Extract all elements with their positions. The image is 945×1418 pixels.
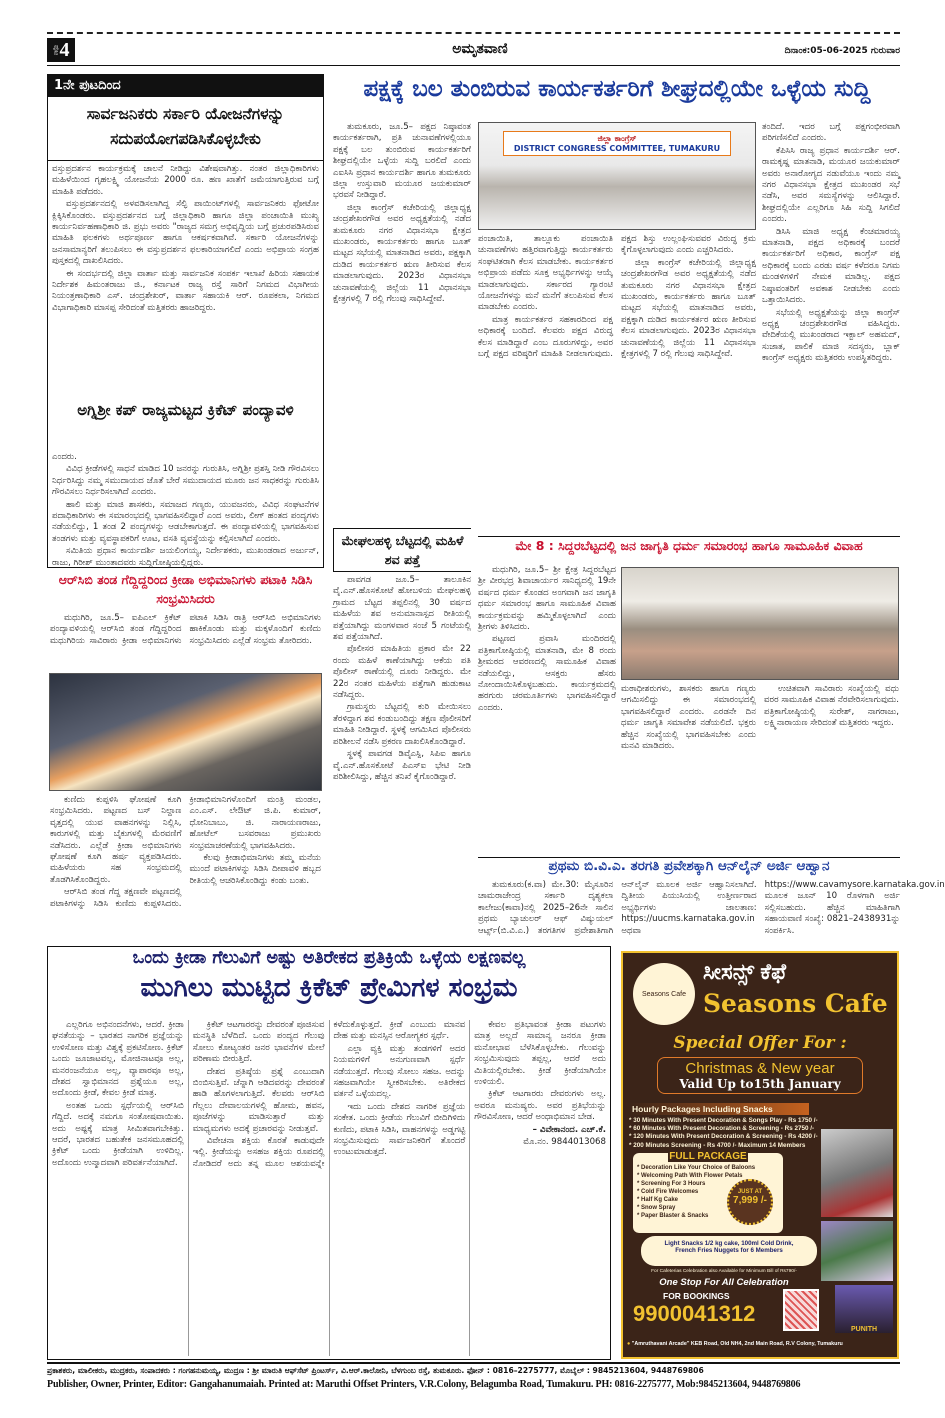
hourly-package: * 120 Minutes With Present Decoration & Screening - Rs 4200 /- <box>629 1133 818 1141</box>
package-item: * Cold Fire Welcomes <box>637 1189 699 1195</box>
logo-text: Seasons Cafe <box>642 990 686 998</box>
article-headline: ಮೇಘಲಹಳ್ಳಿ ಬೆಟ್ಟದಲ್ಲಿ ಮಹಿಳೆ ಶವ ಪತ್ತೆ <box>333 528 471 572</box>
paragraph: ಪಾವಗಡ ಜೂ.5– ತಾಲೂಕಿನ ವೈ.ಎನ್.ಹೊಸಕೋಟೆ ಹೋಬಳಿಯ ಮೇಘಲಹಳ್ಳಿ ಗ್ರಾಮದ ಬೆಟ್ಟದ ತಪ್ಪಲಿನಲ್ಲಿ 30 ವರ್ಷದ ಮಹಿಳೆಯ ಶವ ಅನುಮಾನಾಸ್ಪದ ರೀತಿಯಲ್ಲಿ ಪತ್ತೆಯಾಗಿದ್ದು ಮಂಗಳವಾರ ಸಂಜೆ 5 ಗಂಟೆಯಲ್ಲಿ ಶವ ಪತ್ತೆಯಾಗಿದೆ. <box>333 575 471 643</box>
author-name: – ವಿವೇಕಾನಂದ. ಎಚ್.ಕೆ. <box>532 1124 606 1135</box>
hourly-package: * 60 Minutes With Present Decoration & Screening - Rs 2750 /- <box>629 1125 815 1133</box>
package-item: * Screening For 3 Hours <box>637 1181 706 1187</box>
paragraph: ತುಮಕೂರು(ಕ.ವಾ) ಮೇ.30: ಮೈಸೂರಿನ ಚಾಮರಾಜೇಂದ್ರ ಸರ್ಕಾರಿ ದೃಶ್ಯಕಲಾ ಕಾಲೇಜು(ಕಾವಾ)ನಲ್ಲಿ 2025–26ನೇ ಸಾಲಿನ ಪ್ರಥಮ ಬ್ಯಾಚುಲರ್ ಆಫ್ ವಿಷ್ಯುಯಲ್ ಆರ್ಟ್ಸ್(ಬಿ.ವಿ.ಎ.) ತರಗತಿಗಳ ಪ್ರವೇಶಾತಿಗಾಗಿ ಆನ್‌ಲೈನ್ ಮೂಲಕ ಅರ್ಜಿ ಆಹ್ವಾನಿಸಲಾಗಿದೆ. ದ್ವಿತೀಯ ಪಿಯುಸಿಯಲ್ಲಿ ಉತ್ತೀರ್ಣರಾದ ಅಭ್ಯರ್ಥಿಗಳು ಜಾಲತಾಣ: https://uucms.karnataka.gov.in ಅಥವಾ https://www.cavamysore.karnataka.gov.in ಮೂಲಕ ಜೂನ್ 10 ರೊಳಗಾಗಿ ಅರ್ಜಿ ಸಲ್ಲಿಸಬಹುದು. ಹೆಚ್ಚಿನ ಮಾಹಿತಿಗಾಗಿ ಸಹಾಯವಾಣಿ ಸಂಖ್ಯೆ: 0821–2438931ನ್ನು ಸಂಪರ್ಕಿಸಿ. <box>478 880 945 936</box>
paragraph: ಎಲ್ಲರಿಗೂ ಅಭಿನಂದನೆಗಳು, ಆದರೆ. ಕ್ರೀಡಾ ಘನತೆಯನ್ನು – ಭಾರತದ ನಾಗರಿಕ ಪ್ರಜ್ಞೆಯನ್ನು ಉಳಿಸೋಣ ಮತ್ತು ವಿಶ್ವಕ್ಕೆ ಪ್ರಕಟಿಸೋಣ. ಕ್ರಿಕೆಟ್ ಒಂದು ಜೂಜಾಟವಲ್ಲ, ಮೋಜಿನಾಟವೂ ಅಲ್ಲ, ಮನರಂಜನೆಯೂ ಅಲ್ಲ, ವ್ಯಾಪಾರವೂ ಅಲ್ಲ, ದೇಶದ ಸ್ವಾಭಿಮಾನದ ಪ್ರಶ್ನೆಯೂ ಅಲ್ಲ, ಅದೊಂದು ಕ್ರೀಡೆ, ಕೇವಲ ಕ್ರೀಡೆ ಮಾತ್ರ. <box>52 1020 184 1099</box>
paragraph: ಕ್ರಿಕೆಟ್ ಆಟಗಾರರನ್ನು ದೇವರಂತೆ ಪೂಜಿಸುವ ಮನಸ್ಥಿತಿ ಬೆಳೆದಿದೆ. ಒಂದು ಪಂದ್ಯದ ಗೆಲುವು ಸೋಲು ಕೋಟ್ಯಂತರ ಜನರ ಭಾವನೆಗಳ ಮೇಲೆ ಪರಿಣಾಮ ಬೀರುತ್ತಿದೆ. <box>192 1020 325 1065</box>
issue-date: ದಿನಾಂಕ:05-06-2025 ಗುರುವಾರ <box>784 46 900 56</box>
ad-tagline: One Stop For All Celebration <box>659 1277 789 1288</box>
divider <box>478 536 900 537</box>
paragraph: ಇದು ಒಂದು ದೇಶದ ನಾಗರಿಕ ಪ್ರಜ್ಞೆಯ ಸಂಕೇತ. ಒಂದು ಕ್ರೀಡೆಯ ಗೆಲುವಿಗೆ ಬೀದಿಗಿಳಿದು ಕುಣಿದು, ಪಟಾಕಿ ಸಿಡಿಸಿ, ವಾಹನಗಳನ್ನು ಅಡ್ಡಗಟ್ಟಿ ಸಂಭ್ರಮಿಸುವುದು ಸಾರ್ವಜನಿಕರಿಗೆ ತೊಂದರೆ ಉಂಟುಮಾಡುತ್ತದೆ. <box>333 1101 466 1158</box>
package-item: * Snow Spray <box>637 1205 676 1211</box>
article-headline: ಅಗ್ನಿಶ್ರೀ ಕಪ್ ರಾಜ್ಯಮಟ್ಟದ ಕ್ರಿಕೆಟ್ ಪಂದ್ಯಾವಳಿ <box>77 401 294 419</box>
article-body <box>478 565 616 855</box>
paragraph: ವಿವೇಚನಾ ಶಕ್ತಿಯ ಕೊರತೆ ಕಾಡುವುದೇ ಇಲ್ಲಿ. ಕ್ರೀಡೆಯನ್ನು ಅಸಹಜ ಶಕ್ತಿಯ ರೂಪದಲ್ಲಿ ನೋಡಿದರೆ ಅದು ತನ್ನ ಮೂಲ ಆಶಯವನ್ನೇ ಕಳೆದುಕೊಳ್ಳುತ್ತದೆ. ಕ್ರೀಡೆ ಎಂಬುದು ಮಾನವ ದೇಹ ಮತ್ತು ಮನಸ್ಸಿನ ಆರೋಗ್ಯಕರ ಸ್ಪರ್ಧೆ. <box>192 1020 466 1169</box>
paragraph: ತಂದಿದೆ. ಇದರ ಬಗ್ಗೆ ಪಕ್ಷಗಂಭೀರವಾಗಿ ಪರಿಗಣಿಸಲಿದೆ ಎಂದರು. <box>762 122 900 144</box>
paragraph: ಈ ಸಂದರ್ಭದಲ್ಲಿ ಜಿಲ್ಲಾ ವಾರ್ತಾ ಮತ್ತು ಸಾರ್ವಜನಿಕ ಸಂಪರ್ಕ ಇಲಾಖೆ ಹಿರಿಯ ಸಹಾಯಕ ನಿರ್ದೇಶಕ ಹಿಮಂತರಾಜು ಜಿ., ಕರ್ನಾಟಕ ರಾಜ್ಯ ರಸ್ತೆ ಸಾರಿಗೆ ನಿಗಮದ ವಿಭಾಗೀಯ ನಿಯಂತ್ರಣಾಧಿಕಾರಿ ಎಸ್. ಚಂದ್ರಶೇಖರ್, ವಾರ್ತಾ ಸಹಾಯಕಿ ಆರ್. ರೂಪಕಲಾ, ನಿಗಮದ ವಿಭಾಗಾಧಿಕಾರಿ ಮಾಸಪ್ಪ ಸೇರಿದಂತೆ ಮತ್ತಿತರರು ಹಾಜರಿದ್ದರು. <box>52 268 319 313</box>
paragraph: ಪೊಲೀಸರ ಮಾಹಿತಿಯ ಪ್ರಕಾರ ಮೇ 22 ರಂದು ಮಹಿಳೆ ಕಾಣೆಯಾಗಿದ್ದು ಆಕೆಯ ಪತಿ ಪೊಲೀಸ್ ಠಾಣೆಯಲ್ಲಿ ದೂರು ನೀಡಿದ್ದರು. ಮೇ 22ರ ನಂತರ ಮಹಿಳೆಯ ಪತ್ತೆಗಾಗಿ ಹುಡುಕಾಟ ನಡೆಸಿದ್ದರು. <box>333 644 471 701</box>
article-body <box>52 164 319 396</box>
event-photo <box>621 567 899 680</box>
ad-occasion-frame <box>657 1057 863 1094</box>
ad-cafeteria-note: For Cafeterias Celebration also Available for Minimum Bill of Rs790/- <box>651 1269 797 1274</box>
paragraph: ಪಂಚಾಯಿತಿ, ತಾಲ್ಲೂಕು ಪಂಚಾಯಿತಿ ಚುನಾವಣೆಗಳು ಹತ್ತಿರವಾಗುತ್ತಿದ್ದು ಕಾರ್ಯಕರ್ತರು ಸಂಘಟಿತರಾಗಿ ಕೆಲಸ ಮಾಡಬೇಕು. ಕಾರ್ಯಕರ್ತರ ಅಭಿಪ್ರಾಯ ಪಡೆದು ಸೂಕ್ತ ಅಭ್ಯರ್ಥಿಗಳನ್ನು ಆಯ್ಕೆ ಮಾಡಲಾಗುವುದು. ಸರ್ಕಾರದ ಗ್ಯಾರಂಟಿ ಯೋಜನೆಗಳನ್ನು ಮನೆ ಮನೆಗೆ ತಲುಪಿಸುವ ಕೆಲಸ ಮಾಡಬೇಕು ಎಂದರು. <box>478 234 613 313</box>
package-item: * Paper Blaster & Snacks <box>637 1213 709 1219</box>
package-item: * Half Kg Cake <box>637 1197 679 1203</box>
banner-text: DISTRICT CONGRESS COMMITTEE, TUMAKURU <box>513 144 721 153</box>
continued-label: 1ನೇ ಪುಟದಿಂದ <box>48 75 323 97</box>
article-headline: ಮೇ 8 : ಸಿದ್ದರಬೆಟ್ಟದಲ್ಲಿ ಜನ ಜಾಗೃತಿ ಧರ್ಮ ಸಮಾರಂಭ ಹಾಗೂ ಸಾಮೂಹಿಕ ವಿವಾಹ <box>515 538 863 553</box>
ad-address: "Amruthavani Arcade" KEB Road, Old NH4, 2nd Main Road, R.V Colony, Tumakuru <box>631 1341 843 1347</box>
paragraph: ವಿವಿಧ ಕ್ರೀಡೆಗಳಲ್ಲಿ ಸಾಧನೆ ಮಾಡಿದ 10 ಜನರನ್ನು ಗುರುತಿಸಿ, ಅಗ್ನಿಶ್ರೀ ಪ್ರಶಸ್ತಿ ನೀಡಿ ಗೌರವಿಸಲು ನಿರ್ಧರಿಸಿದ್ದು ನಮ್ಮ ಸಮುದಾಯದ ಜೊತೆ ಬೇರೆ ಸಮುದಾಯದ ಮೂರು ಜನ ಸಾಧಕರನ್ನು ಗುರುತಿಸಿ ಗೌರವಿಸಲು ನಿರ್ಧರಿಸಲಾಗಿದೆ ಎಂದರು. <box>52 464 319 498</box>
hourly-package: * 200 Minutes Screening - Rs 4700 /- Maximum 14 Members <box>629 1141 806 1149</box>
celebration-photo <box>49 673 322 791</box>
article-body <box>333 575 471 943</box>
paragraph: ವಸ್ತುಪ್ರದರ್ಶನದಲ್ಲಿ ಅಳವಡಿಸಲಾಗಿದ್ದ ಸೆಲ್ಫಿ ಪಾಯಿಂಟ್‌ಗಳಲ್ಲಿ ಸಾರ್ವಜನಿಕರು ಫೋಟೋ ಕ್ಲಿಕ್ಕಿಸಿಕೊಂಡರು. ವಸ್ತುಪ್ರದರ್ಶನದ ಬಗ್ಗೆ ಜಿಲ್ಲಾಧಿಕಾರಿ ಹಾಗೂ ಜಿಲ್ಲಾ ಪಂಚಾಯಿತಿ ಮುಖ್ಯ ಕಾರ್ಯನಿರ್ವಹಣಾಧಿಕಾರಿ ಜಿ. ಪ್ರಭು ಅವರು "ರಾಜ್ಯದ ಸಮಗ್ರ ಅಭಿವೃದ್ಧಿಯ ಬಗ್ಗೆ ಪ್ರಚುರಪಡಿಸಿರುವ ಮಾಹಿತಿ ಫಲಕಗಳು ಅರ್ಥಪೂರ್ಣ ಹಾಗೂ ಆಕರ್ಷಕವಾಗಿವೆ. ಸರ್ಕಾರಿ ಯೋಜನೆಗಳನ್ನು ಜನಸಾಮಾನ್ಯರಿಗೆ ತಲುಪಿಸಲು ಈ ವಸ್ತುಪ್ರದರ್ಶನ ಫಲಕಾರಿಯಾಗಲಿದೆ ಎಂದು ಅಭಿಪ್ರಾಯ ಸಂಗ್ರಹ ಪುಸ್ತಕದಲ್ಲಿ ದಾಖಲಿಸಿದರು. <box>52 199 319 267</box>
article-body <box>762 122 900 532</box>
seasons-cafe-ad <box>621 951 899 1359</box>
paragraph: ಮಠಾಧೀಶರುಗಳು, ಶಾಸಕರು ಹಾಗೂ ಗಣ್ಯರು ಆಗಮಿಸಲಿದ್ದು ಈ ಸಮಾರಂಭದಲ್ಲಿ ಭಾಗವಹಿಸಲಿದ್ದಾರೆ ಎಂದರು. ಎರಡನೇ ದಿನ ಧರ್ಮ ಜಾಗೃತಿ ಸಮಾವೇಶ ನಡೆಯಲಿದೆ. ಭಕ್ತರು ಹೆಚ್ಚಿನ ಸಂಖ್ಯೆಯಲ್ಲಿ ಭಾಗವಹಿಸಬೇಕು ಎಂದು ಮನವಿ ಮಾಡಿದರು. <box>621 684 756 752</box>
page-number: 4 <box>59 38 70 61</box>
article-headline: ಸಾರ್ವಜನಿಕರು ಸರ್ಕಾರಿ ಯೋಜನೆಗಳನ್ನು ಸದುಪಯೋಗಪಡಿಸಿಕೊಳ್ಳಬೇಕು <box>86 105 285 148</box>
article-body <box>333 122 471 524</box>
paragraph: ಸಭೆಯಲ್ಲಿ ಅಧ್ಯಕ್ಷತೆಯನ್ನು ಜಿಲ್ಲಾ ಕಾಂಗ್ರೆಸ್ ಅಧ್ಯಕ್ಷ ಚಂದ್ರಶೇಖರಗೌಡ ವಹಿಸಿದ್ದರು. ವೇದಿಕೆಯಲ್ಲಿ ಮುಖಂಡರಾದ ಇಕ್ಬಾಲ್ ಅಹಮದ್, ಸುಜಾತ, ಪಾಲಿಕೆ ಮಾಜಿ ಸದಸ್ಯರು, ಬ್ಲಾಕ್ ಕಾಂಗ್ರೆಸ್ ಅಧ್ಯಕ್ಷರು ಮತ್ತಿತರರು ಉಪಸ್ಥಿತರಿದ್ದರು. <box>762 307 900 364</box>
paragraph: ಮಧುಗಿರಿ, ಜೂ.5– ಐಪಿಎಲ್ ಕ್ರಿಕೆಟ್ ಪಂದ್ಯಾವಳಿಯಲ್ಲಿ ಆರ್‌ಸಿಬಿ ತಂಡ ಗೆದ್ದಿದ್ದರಿಂದ ಮಧುಗಿರಿಯ ಸಾವಿರಾರು ಕ್ರೀಡಾ ಅಭಿಮಾನಿಗಳು ಪಟಾಕಿ ಸಿಡಿಸಿ ರಾತ್ರಿ ಆರ್‌ಸಿಬಿ ಅಭಿಮಾನಿಗಳು ಹಾಕಿಕೊಂಡು ಮತ್ತು ಮಕ್ಕಳೊಂದಿಗೆ ಕುಣಿದು ಸಂಭ್ರಮಿಸಿದರು ಎಲ್ಲೆಡೆ ಸಂಭ್ರಮ ತೋರಿದರು. <box>50 613 321 646</box>
punith-photo <box>835 1285 893 1333</box>
paragraph: ಪಟ್ಟಣದ ಪ್ರವಾಸಿ ಮಂದಿರದಲ್ಲಿ ಪತ್ರಿಕಾಗೋಷ್ಠಿಯಲ್ಲಿ ಮಾತನಾಡಿ, ಮೇ 8 ರಂದು ಶ್ರೀಮಠದ ಆವರಣದಲ್ಲಿ ಸಾಮೂಹಿಕ ವಿವಾಹ ನಡೆಯಲಿದ್ದು, ಆಸಕ್ತರು ಹೆಸರು ನೋಂದಾಯಿಸಿಕೊಳ್ಳಬಹುದು. ಕಾರ್ಯಕ್ರಮದಲ್ಲಿ ಹರಗುರು ಚರಮೂರ್ತಿಗಳು ಭಾಗವಹಿಸಲಿದ್ದಾರೆ ಎಂದರು. <box>478 634 616 713</box>
ad-bookings-label: FOR BOOKINGS <box>663 1291 730 1301</box>
paragraph: ಕ್ರಿಕೆಟ್ ಆಟಗಾರರು ದೇವರುಗಳು ಅಲ್ಲ. ಅವರೂ ಮನುಷ್ಯರು. ಅವರ ಪ್ರತಿಭೆಯನ್ನು ಗೌರವಿಸೋಣ, ಆದರೆ ಅಂಧಾಭಿಮಾನ ಬೇಡ. <box>474 1089 606 1123</box>
paragraph: ಎಂದರು. <box>52 452 77 462</box>
ad-brand: Seasons Cafe <box>703 989 888 1018</box>
article-body <box>478 880 945 944</box>
ad-snacks: Light Snacks 1/2 kg cake, 100ml Cold Drink, French Fries Nuggets for 6 Members <box>641 1236 817 1266</box>
venue-photo <box>821 1129 893 1217</box>
paragraph: ಹಾಲಿ ಮತ್ತು ಮಾಜಿ ಶಾಸಕರು, ಸಮಾಜದ ಗಣ್ಯರು, ಯುವಜನರು, ವಿವಿಧ ಸಂಘಟನೆಗಳ ಪದಾಧಿಕಾರಿಗಳು ಈ ಸಮಾರಂಭದಲ್ಲಿ ಭಾಗವಹಿಸಲಿದ್ದಾರೆ ಎಂದ ಅವರು, ಲೀಗ್ ಹಂತದ ಪಂದ್ಯಗಳು ನಡೆಯಲಿದ್ದು, 1 ತಂಡ 2 ಪಂದ್ಯಗಳನ್ನು ಆಡಬೇಕಾಗುತ್ತದೆ. ಈ ಪಂದ್ಯಾವಳಿಯಲ್ಲಿ ಭಾಗವಹಿಸುವ ತಂಡಗಳು ಮತ್ತು ವ್ಯವಸ್ಥಾಪಕರಿಗೆ ಊಟ, ವಸತಿ ವ್ಯವಸ್ಥೆಯನ್ನು ಕಲ್ಪಿಸಲಾಗಿದೆ ಎಂದರು. <box>52 499 319 544</box>
paragraph: ದೇಶದ ಪ್ರತಿಷ್ಠೆಯ ಪ್ರಶ್ನೆ ಎಂಬುದಾಗಿ ಬಿಂಬಿಸುತ್ತಿವೆ. ಚೆನ್ನಾಗಿ ಆಡಿದವರನ್ನು ದೇವರಂತೆ ಹಾಡಿ ಹೊಗಳಲಾಗುತ್ತಿದೆ. ಕೆಲವರು ಆರ್‌ಸಿಬಿ ಗೆಲ್ಲಲು ದೇವಾಲಯಗಳಲ್ಲಿ ಹೋಮ, ಹವನ, ಪೂಜೆಗಳನ್ನು ಮಾಡಿಸುತ್ತಾರೆ ಮತ್ತು ಮಾಧ್ಯಮಗಳು ಅದಕ್ಕೆ ಪ್ರಚಾರವನ್ನು ನೀಡುತ್ತವೆ. <box>192 1066 325 1134</box>
lead-headline: ಪಕ್ಷಕ್ಕೆ ಬಲ ತುಂಬಿರುವ ಕಾರ್ಯಕರ್ತರಿಗೆ ಶೀಘ್ರದಲ್ಲಿಯೇ ಒಳ್ಳೆಯ ಸುದ್ದಿ <box>363 76 871 102</box>
paragraph: ಸ್ಥಳಕ್ಕೆ ಪಾವಗಡ ಡಿವೈಎಸ್ಪಿ, ಸಿಪಿಐ ಹಾಗೂ ವೈ.ಎನ್.ಹೊಸಕೋಟೆ ಪಿಎಸ್ಐ ಭೇಟಿ ನೀಡಿ ಪರಿಶೀಲಿಸಿದ್ದು, ಹೆಚ್ಚಿನ ತನಿಖೆ ಕೈಗೊಂಡಿದ್ದಾರೆ. <box>333 749 471 782</box>
paragraph: ಮಧುಗಿರಿ, ಜೂ.5– ಶ್ರೀ ಕ್ಷೇತ್ರ ಸಿದ್ದರಬೆಟ್ಟದ ಶ್ರೀ ವೀರಭದ್ರ ಶಿವಾಚಾರ್ಯರ ಸಾನಿಧ್ಯದಲ್ಲಿ 19ನೇ ವರ್ಷದ ಧರ್ಮ ಕೊಂಡದ ಅಂಗವಾಗಿ ಜನ ಜಾಗೃತಿ ಧರ್ಮ ಸಮಾರಂಭ ಹಾಗೂ ಸಾಮೂಹಿಕ ವಿವಾಹ ಕಾರ್ಯಕ್ರಮವನ್ನು ಹಮ್ಮಿಕೊಳ್ಳಲಾಗಿದೆ ಎಂದು ಶ್ರೀಗಳು ತಿಳಿಸಿದರು. <box>478 565 616 633</box>
article-headline: ಮುಗಿಲು ಮುಟ್ಟಿದ ಕ್ರಿಕೆಟ್ ಪ್ರೇಮಿಗಳ ಸಂಭ್ರಮ <box>140 973 518 1003</box>
ad-phone: 9900041312 <box>633 1301 756 1326</box>
footer-rule <box>47 1362 900 1364</box>
paragraph: ಅಂತಹ ಒಂದು ಸ್ಪರ್ಧೆಯಲ್ಲಿ ಆರ್‌ಸಿಬಿ ಗೆದ್ದಿದೆ. ಅದಕ್ಕೆ ನಮಗೂ ಸಂತೋಷವಾಯಿತು. ಅದು ಅಷ್ಟಕ್ಕೆ ಮಾತ್ರ ಸೀಮಿತವಾಗಬೇಕಿತ್ತು. ಆದರೆ, ಭಾರತದ ಬಹುತೇಕ ಜನಸಮೂಹದಲ್ಲಿ ಕ್ರಿಕೆಟ್ ಒಂದು ಕ್ರೀಡೆಯಾಗಿ ಉಳಿದಿಲ್ಲ. ಅದೊಂದು ಉನ್ಮಾದವಾಗಿ ಪರಿವರ್ತನೆಯಾಗಿದೆ. <box>52 1100 184 1168</box>
paragraph: ಜಿಲ್ಲಾ ಕಾಂಗ್ರೆಸ್ ಕಚೇರಿಯಲ್ಲಿ ಜಿಲ್ಲಾಧ್ಯಕ್ಷ ಚಂದ್ರಶೇಖರಗೌಡ ಅವರ ಅಧ್ಯಕ್ಷತೆಯಲ್ಲಿ ನಡೆದ ತುಮಕೂರು ನಗರ ವಿಧಾನಸಭಾ ಕ್ಷೇತ್ರದ ಮುಖಂಡರು, ಕಾರ್ಯಕರ್ತರು ಹಾಗೂ ಬೂತ್ ಮಟ್ಟದ ಸಭೆಯಲ್ಲಿ ಮಾತನಾಡಿದ ಅವರು, ಪಕ್ಷಕ್ಕಾಗಿ ದುಡಿದ ಕಾರ್ಯಕರ್ತರ ಋಣ ತೀರಿಸುವ ಕೆಲಸ ಮಾಡಲಾಗುವುದು. 2023ರ ವಿಧಾನಸಭಾ ಚುನಾವಣೆಯಲ್ಲಿ ಜಿಲ್ಲೆಯ 11 ವಿಧಾನಸಭಾ ಕ್ಷೇತ್ರಗಳಲ್ಲಿ 7 ರಲ್ಲಿ ಗೆಲುವು ಸಾಧಿಸಿದ್ದೇವೆ. <box>621 257 756 360</box>
ad-occasion: Christmas & New year <box>685 1060 835 1077</box>
article-body <box>621 684 899 854</box>
paragraph: ಸಮಿತಿಯ ಪ್ರಧಾನ ಕಾರ್ಯದರ್ಶಿ ಜಯಲಿಂಗಯ್ಯ, ನಿರ್ದೇಶಕರು, ಮುಖಂಡರಾದ ಅರ್ಜುನ್, ರಾಜು, ಗಿರೀಶ್ ಮುಂತಾದವರು ಸುದ್ದಿಗೋಷ್ಠಿಯಲ್ಲಿದ್ದರು. <box>52 546 319 568</box>
paragraph: ಮಾತ್ರ ಕಾರ್ಯಕರ್ತರ ಸಹಕಾರದಿಂದ ಪಕ್ಷ ಅಧಿಕಾರಕ್ಕೆ ಬಂದಿದೆ. ಕೆಲವರು ಪಕ್ಷದ ವಿರುದ್ಧ ಕೆಲಸ ಮಾಡಿದ್ದಾರೆ ಎಂಬ ದೂರುಗಳಿದ್ದು, ಅವರ ಬಗ್ಗೆ ಪಕ್ಷದ ವರಿಷ್ಠರಿಗೆ ಮಾಹಿತಿ ನೀಡಲಾಗುವುದು. ಪಕ್ಷದ ಶಿಸ್ತು ಉಲ್ಲಂಘಿಸುವವರ ವಿರುದ್ಧ ಕ್ರಮ ಕೈಗೊಳ್ಳಲಾಗುವುದು ಎಂದು ಎಚ್ಚರಿಸಿದರು. <box>478 234 756 360</box>
paragraph: ಆರ್‌ಸಿಬಿ ತಂಡ ಗೆದ್ದ ತಕ್ಷಣವೇ ಪಟ್ಟಣದಲ್ಲಿ ಪಟಾಕಿಗಳನ್ನು ಸಿಡಿಸಿ ಕುಣಿದು ಕುಪ್ಪಳಿಸಿದರು. ಕ್ರೀಡಾಭಿಮಾನಿಗಳೊಂದಿಗೆ ಮಂತ್ರಿ ಮಂಡಲ, ಎಂ.ಎಸ್. ಲೇಔಟ್ ಜಿ.ಪಿ. ಕುಮಾರ್, ಧೋನಿಬಾಬು, ಜಿ. ನಾರಾಯಣರಾಜು, ಹೋಟೆಲ್ ಬಸವರಾಜು ಪ್ರಮುಖರು ಸಂಭ್ರಮಾಚರಣೆಯಲ್ಲಿ ಭಾಗವಹಿಸಿದರು. <box>50 795 321 909</box>
banner-text: ಜಿಲ್ಲಾ ಕಾಂಗ್ರೆಸ್ <box>597 134 637 143</box>
cafe-logo <box>633 963 695 1025</box>
paper-name: ಅಮೃತವಾಣಿ <box>452 41 508 57</box>
article-headline: ಪ್ರಥಮ ಬಿ.ವಿ.ಎ. ತರಗತಿ ಪ್ರವೇಶಕ್ಕಾಗಿ ಆನ್‌ಲೈನ್ ಅರ್ಜಿ ಆಹ್ವಾನ <box>548 858 830 874</box>
paragraph: ಕೆಪಿಸಿಸಿ ರಾಜ್ಯ ಪ್ರಧಾನ ಕಾರ್ಯದರ್ಶಿ ಆರ್. ರಾಮಕೃಷ್ಣ ಮಾತನಾಡಿ, ಮಯೂರ ಜಯಕುಮಾರ್ ಅವರು ಅನಾರೋಗ್ಯದ ನಡುವೆಯೂ ಇಂದು ನಮ್ಮ ನಗರ ವಿಧಾನಸಭಾ ಕ್ಷೇತ್ರದ ಮುಖಂಡರ ಸಭೆ ನಡೆಸಿ, ಅವರ ಸಮಸ್ಯೆಗಳನ್ನು ಆಲಿಸಿದ್ದಾರೆ. ಶೀಘ್ರದಲ್ಲಿಯೇ ಎಲ್ಲರಿಗೂ ಸಿಹಿ ಸುದ್ದಿ ಸಿಗಲಿದೆ ಎಂದರು. <box>762 145 900 225</box>
ad-brand-kannada: ಸೀಸನ್ಸ್ ಕೆಫೆ <box>703 959 787 984</box>
paragraph: ಉಚಿತವಾಗಿ ಸಾವಿರಾರು ಸಂಖ್ಯೆಯಲ್ಲಿ ವಧು ವರರ ಸಾಮೂಹಿಕ ವಿವಾಹ ನೆರವೇರಿಸಲಾಗುವುದು. ಪತ್ರಿಕಾಗೋಷ್ಠಿಯಲ್ಲಿ ಸುರೇಶ್, ನಾಗರಾಜು, ಲಕ್ಷ್ಮಿನಾರಾಯಣ ಸೇರಿದಂತೆ ಮತ್ತಿತರರು ಇದ್ದರು. <box>764 684 899 729</box>
article-headline: ಆರ್‌ಸಿಬಿ ತಂಡ ಗೆದ್ದಿದ್ದರಿಂದ ಕ್ರೀಡಾ ಅಭಿಮಾನಿಗಳು ಪಟಾಕಿ ಸಿಡಿಸಿ ಸಂಭ್ರಮಿಸಿದರು <box>58 572 313 606</box>
article-body <box>478 234 756 532</box>
page-number-box <box>47 38 75 62</box>
price: 7,999 /- <box>733 1195 767 1206</box>
ad-address-row <box>627 1341 893 1347</box>
paragraph: ಕೆಲವು ಕ್ರೀಡಾಭಿಮಾನಿಗಳು ತಮ್ಮ ಮನೆಯ ಮುಂದೆ ಪಟಾಕಿಗಳನ್ನು ಸಿಡಿಸಿ ದೀಪಾವಳಿ ಹಬ್ಬದ ರೀತಿಯಲ್ಲಿ ಆಚರಿಸಿಕೊಂಡಿದ್ದು ಕಂಡು ಬಂತು. <box>189 853 321 886</box>
qr-code <box>783 1289 819 1331</box>
paragraph: ವಸ್ತುಪ್ರದರ್ಶನ ಕಾರ್ಯಕ್ರಮಕ್ಕೆ ಚಾಲನೆ ನೀಡಿದ್ದು ವಿಶೇಷವಾಗಿತ್ತು. ನಂತರ ಜಿಲ್ಲಾಧಿಕಾರಿಗಳು ಮಹಿಳೆಯಿಂದ ಗೃಹಲಕ್ಷ್ಮಿ ಯೋಜನೆಯ 2000 ರೂ. ಹಣ ಖಾತೆಗೆ ಜಮೆಯಾಗುತ್ತಿರುವ ಬಗ್ಗೆ ಮಾಹಿತಿ ಪಡೆದರು. <box>52 164 319 197</box>
paragraph: ತುಮಕೂರು, ಜೂ.5– ಪಕ್ಷದ ನಿಷ್ಠಾವಂತ ಕಾರ್ಯಕರ್ತರಾಗಿ, ಪ್ರತಿ ಚುನಾವಣೆಗಳಲ್ಲಿಯೂ ಪಕ್ಷಕ್ಕೆ ಬಲ ತುಂಬಿರುವ ಕಾರ್ಯಕರ್ತರಿಗೆ ಶೀಘ್ರದಲ್ಲಿಯೇ ಒಳ್ಳೆಯ ಸುದ್ದಿ ಬರಲಿದೆ ಎಂದು ಎಐಸಿಸಿ ಪ್ರಧಾನ ಕಾರ್ಯದರ್ಶಿ ಹಾಗೂ ತುಮಕೂರು ಜಿಲ್ಲಾ ಉಸ್ತುವಾರಿ ಮಯೂರ ಜಯಕುಮಾರ್ ಭರವಸೆ ನೀಡಿದ್ದಾರೆ. <box>333 122 471 201</box>
photo-banner <box>503 131 731 156</box>
divider <box>48 160 323 161</box>
masthead-rule <box>47 65 900 66</box>
paragraph: ಕೇವಲ ಪ್ರತಿಭಾವಂತ ಕ್ರೀಡಾ ಪಟುಗಳು ಮಾತ್ರ ಅಲ್ಲದೆ ಸಾಮಾನ್ಯ ಜನರೂ ಕ್ರೀಡಾ ಮನೋಭಾವ ಬೆಳೆಸಿಕೊಳ್ಳಬೇಕು. ಗೆಲುವನ್ನು ಸಂಭ್ರಮಿಸುವುದು ತಪ್ಪಲ್ಲ, ಆದರೆ ಅದು ಮಿತಿಯಲ್ಲಿರಬೇಕು. ಕ್ರೀಡೆ ಕ್ರೀಡೆಯಾಗಿಯೇ ಉಳಿಯಲಿ. <box>474 1020 606 1088</box>
decoration-photo <box>821 1221 893 1281</box>
page-label: ಪುಟ <box>52 44 61 56</box>
paragraph: ಗ್ರಾಮಸ್ಥರು ಬೆಟ್ಟದಲ್ಲಿ ಕುರಿ ಮೇಯಿಸಲು ತೆರಳಿದ್ದಾಗ ಶವ ಕಂಡುಬಂದಿದ್ದು ತಕ್ಷಣ ಪೊಲೀಸರಿಗೆ ಮಾಹಿತಿ ನೀಡಿದ್ದಾರೆ. ಸ್ಥಳಕ್ಕೆ ಆಗಮಿಸಿದ ಪೊಲೀಸರು ಪರಿಶೀಲನೆ ನಡೆಸಿ ಪ್ರಕರಣ ದಾಖಲಿಸಿಕೊಂಡಿದ್ದಾರೆ. <box>333 702 471 747</box>
package-item: * Welcoming Path With Flower Petals <box>637 1173 743 1179</box>
footer-imprint: Publisher, Owner, Printer, Editor: Gangahanumaiah. Printed at: Maruthi Offset Printers, V.R.Colony, Belagumba Road, Tumakuru. PH: 0816-2275777, Mob:9845213604, 9448769806 <box>47 1379 801 1390</box>
paragraph: ಎಲ್ಲಾ ವ್ಯಕ್ತಿ ಮತ್ತು ತಂಡಗಳಿಗೆ ಅದರ ನಿಯಮಗಳಿಗೆ ಅನುಗುಣವಾಗಿ ಸ್ಪರ್ಧೆ ನಡೆಯುತ್ತದೆ. ಗೆಲುವು ಸೋಲು ಸಹಜ. ಅದನ್ನು ಸಹಜವಾಗಿಯೇ ಸ್ವೀಕರಿಸಬೇಕು. ಅತಿರೇಕದ ವರ್ತನೆ ಒಳ್ಳೆಯದಲ್ಲ. <box>333 1043 466 1100</box>
ad-hourly-title: Hourly Packages Including Snacks <box>629 1103 809 1115</box>
footer-imprint-kannada: ಪ್ರಕಾಶಕರು, ಮಾಲೀಕರು, ಮುದ್ರಕರು, ಸಂಪಾದಕರು : ಗಂಗಹನುಮಯ್ಯ, ಮುದ್ರಣ : ಶ್ರೀ ಮಾರುತಿ ಆಫ್‌ಸೆಟ್ ಪ್ರಿಂಟರ್ಸ್, ವಿ.ಆರ್.ಕಾಲೋನಿ, ಬೆಳಗುಂಬ ರಸ್ತೆ, ತುಮಕೂರು. ಫೋನ್ : 0816–2275777, ಮೊಬೈಲ್ : 9845213604, 9448769806 <box>47 1366 704 1375</box>
article-kicker: ಒಂದು ಕ್ರೀಡಾ ಗೆಲುವಿಗೆ ಅಷ್ಟು ಅತಿರೇಕದ ಪ್ರತಿಕ್ರಿಯೆ ಒಳ್ಳೆಯ ಲಕ್ಷಣವಲ್ಲ <box>132 948 526 968</box>
author-phone: ಮೊ.ನಂ. 9844013068 <box>523 1137 606 1148</box>
photo-label: PUNITH <box>850 1326 878 1333</box>
ad-offer: Special Offer For : <box>673 1033 847 1053</box>
paragraph: ಕುಣಿದು ಕುಪ್ಪಳಿಸಿ ಘೋಷಣೆ ಕೂಗಿ ಸಂಭ್ರಮಿಸಿದರು. ಪಟ್ಟಣದ ಬಸ್ ನಿಲ್ದಾಣ ವೃತ್ತದಲ್ಲಿ ಯುವ ವಾಹನಗಳನ್ನು ನಿಲ್ಲಿಸಿ, ಕಾರುಗಳಲ್ಲಿ ಮತ್ತು ಬೈಕುಗಳಲ್ಲಿ ಮೆರವಣಿಗೆ ನಡೆಸಿದರು. ಎಲ್ಲೆಡೆ ಕ್ರೀಡಾ ಅಭಿಮಾನಿಗಳು ಘೋಷಣೆ ಕೂಗಿ ಹರ್ಷ ವ್ಯಕ್ತಪಡಿಸಿದರು. ಮಹಿಳೆಯರು ಸಹ ಸಂಭ್ರಮದಲ್ಲಿ ತೊಡಗಿಸಿಕೊಂಡಿದ್ದರು. <box>50 795 182 885</box>
top-dashed-rule <box>47 32 900 34</box>
full-package-title: FULL PACKAGE <box>669 1151 747 1162</box>
price-badge <box>727 1179 773 1225</box>
package-item: * Decoration Like Your Choice of Baloons <box>637 1165 756 1171</box>
article-body <box>50 613 321 671</box>
ad-validity: Valid Up to15th January <box>679 1077 841 1091</box>
location-pin-icon: ● <box>627 1341 631 1347</box>
article-body <box>52 452 319 566</box>
hourly-package: * 30 Minutes With Present Decoration & Songs Play - Rs 1750 /- <box>629 1117 818 1124</box>
article-body <box>52 1020 606 1356</box>
paragraph: ಡಿಸಿಸಿ ಮಾಜಿ ಅಧ್ಯಕ್ಷ ಕೆಂಚಮಾರಯ್ಯ ಮಾತನಾಡಿ, ಪಕ್ಷದ ಅಧಿಕಾರಕ್ಕೆ ಬಂದರೆ ಕಾರ್ಯಕರ್ತರಿಗೆ ಅಧಿಕಾರ, ಕಾಂಗ್ರೆಸ್ ಪಕ್ಷ ಅಧಿಕಾರಕ್ಕೆ ಬಂದು ಎರಡು ವರ್ಷ ಕಳೆದರೂ ನಿಗಮ ಮಂಡಳಿಗಳಿಗೆ ನೇಮಕ ಮಾಡಿಲ್ಲ. ಪಕ್ಷದ ನಿಷ್ಠಾವಂತರಿಗೆ ಅವಕಾಶ ನೀಡಬೇಕು ಎಂದು ಒತ್ತಾಯಿಸಿದರು. <box>762 226 900 306</box>
ad-hourly-list <box>629 1117 819 1150</box>
paragraph: ಜಿಲ್ಲಾ ಕಾಂಗ್ರೆಸ್ ಕಚೇರಿಯಲ್ಲಿ ಜಿಲ್ಲಾಧ್ಯಕ್ಷ ಚಂದ್ರಶೇಖರಗೌಡ ಅವರ ಅಧ್ಯಕ್ಷತೆಯಲ್ಲಿ ನಡೆದ ತುಮಕೂರು ನಗರ ವಿಧಾನಸಭಾ ಕ್ಷೇತ್ರದ ಮುಖಂಡರು, ಕಾರ್ಯಕರ್ತರು ಹಾಗೂ ಬೂತ್ ಮಟ್ಟದ ಸಭೆಯಲ್ಲಿ ಮಾತನಾಡಿದ ಅವರು, ಪಕ್ಷಕ್ಕಾಗಿ ದುಡಿದ ಕಾರ್ಯಕರ್ತರ ಋಣ ತೀರಿಸುವ ಕೆಲಸ ಮಾಡಲಾಗುವುದು. 2023ರ ವಿಧಾನಸಭಾ ಚುನಾವಣೆಯಲ್ಲಿ ಜಿಲ್ಲೆಯ 11 ವಿಧಾನಸಭಾ ಕ್ಷೇತ್ರಗಳಲ್ಲಿ 7 ರಲ್ಲಿ ಗೆಲುವು ಸಾಧಿಸಿದ್ದೇವೆ. <box>333 202 471 305</box>
article-body <box>50 795 321 941</box>
price-prefix: JUST AT <box>737 1189 763 1195</box>
meeting-photo <box>478 122 756 230</box>
